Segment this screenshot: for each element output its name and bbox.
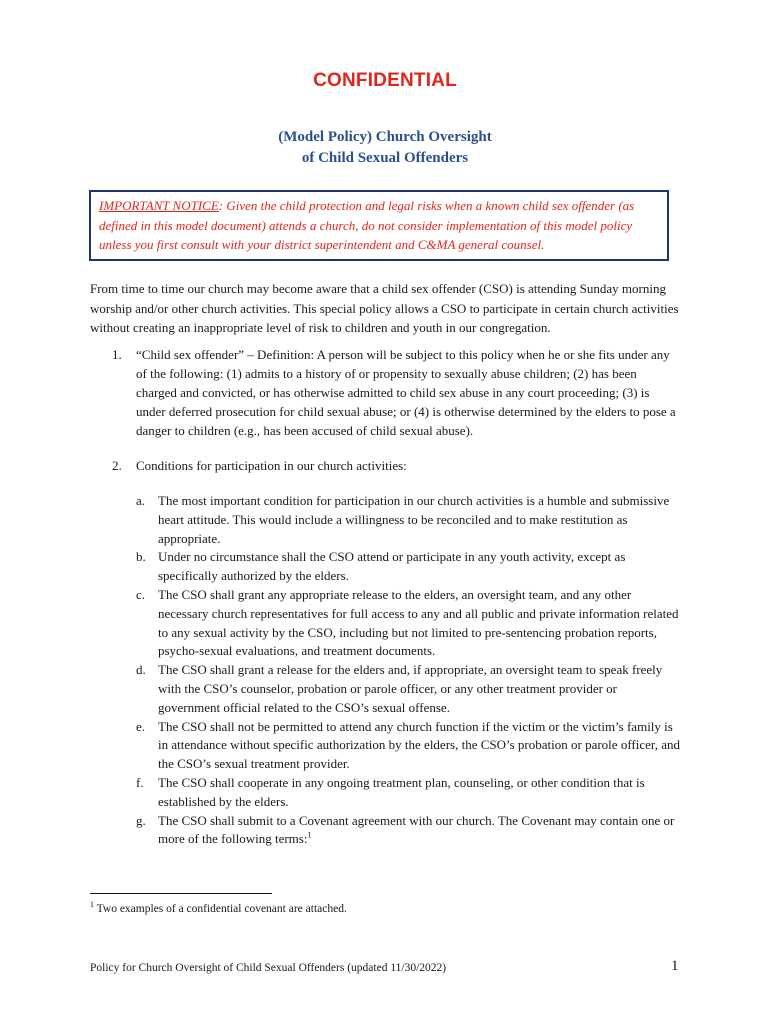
condition-text: The CSO shall cooperate in any ongoing treatment plan, counseling, or other condition that is established by the elders. xyxy=(158,774,645,809)
condition-letter: a. xyxy=(136,493,146,508)
condition-text: Under no circumstance shall the CSO attend or participate in any youth activity, except as specifically authorized by the elders. xyxy=(158,549,626,584)
condition-letter: e. xyxy=(136,718,146,734)
policy-item-2 xyxy=(90,456,680,849)
condition-f xyxy=(136,774,680,812)
footnote-mark: 1 xyxy=(90,900,94,910)
policy-list xyxy=(90,345,680,849)
confidential-heading: CONFIDENTIAL xyxy=(313,70,457,91)
condition-text: The CSO shall submit to a Covenant agreement with our church. The Covenant may contain one or more of the following terms: xyxy=(158,812,675,847)
notice-lead: IMPORTANT NOTICE xyxy=(99,198,219,213)
policy-item-text: “Child sex offender” – Definition: A person will be subject to this policy when he or she fits under any of the following: (1) admits to a history of or propensity to sexually abuse children; (2) has been charged and convicted, or has otherwise admitted to child sex abuse in any court proceeding; (3) is under deferred prosecution for child sexual abuse; or (4) is otherwise determined by the elders to pose a danger to children (e.g., has been accused of child sexual abuse). xyxy=(136,347,676,438)
condition-letter: g. xyxy=(136,812,146,828)
policy-item-1 xyxy=(90,345,680,440)
condition-e xyxy=(136,718,680,774)
condition-letter: d. xyxy=(136,662,146,678)
condition-text: The CSO shall not be permitted to attend any church function if the victim or the victim’s family is in attendance without specific authorization by the elders, the CSO’s probation or parole officer, and the CSO’s sexual treatment provider. xyxy=(158,718,680,772)
footnote xyxy=(90,901,680,917)
important-notice-box xyxy=(89,190,669,261)
conditions-list xyxy=(136,492,680,849)
title-line-1: (Model Policy) Church Oversight xyxy=(278,129,492,145)
page-footer: Policy for Church Oversight of Child Sexual Offenders (updated 11/30/2022) xyxy=(90,962,447,974)
condition-c xyxy=(136,586,680,661)
intro-paragraph: From time to time our church may become aware that a child sex offender (CSO) is attending Sunday morning worship and/or other church activities. This special policy allows a CSO to participate in certain church activities without creating an inappropriate level of risk to children and youth in our congregation. xyxy=(90,281,679,335)
condition-g xyxy=(136,812,680,850)
condition-letter: b. xyxy=(136,549,146,565)
footnote-divider xyxy=(90,893,272,894)
footnote-text: Two examples of a confidential covenant are attached. xyxy=(94,903,347,915)
condition-d xyxy=(136,661,680,717)
page-number: 1 xyxy=(671,958,679,974)
footnote-reference[interactable]: 1 xyxy=(307,831,312,841)
notice-text: : Given the child protection and legal risks when a known child sex offender (as defined in this model document) attends a church, do not consider implementation of this model policy unless you first consult with your district superintendent and C&MA general counsel. xyxy=(99,198,635,252)
condition-b xyxy=(136,548,680,586)
document-title xyxy=(0,127,770,169)
policy-item-number: 1. xyxy=(112,347,122,362)
condition-text: The CSO shall grant a release for the elders and, if appropriate, an oversight team to speak freely with the CSO’s counselor, probation or parole officer, or any other treatment provider or government official related to the CSO’s sexual offense. xyxy=(158,662,663,715)
policy-item-number: 2. xyxy=(112,458,122,473)
condition-a xyxy=(136,492,680,548)
condition-text: The most important condition for participation in our church activities is a humble and submissive heart attitude. This would include a willingness to be reconciled and to make restitution as appropriate. xyxy=(158,493,670,546)
title-line-2: of Child Sexual Offenders xyxy=(301,150,469,166)
policy-item-text: Conditions for participation in our church activities: xyxy=(136,458,407,473)
condition-letter: c. xyxy=(136,586,146,602)
condition-text: The CSO shall grant any appropriate release to the elders, an oversight team, and any other necessary church representatives for full access to any and all public and private information related to any sexual activity by the CSO, including but not limited to pre-sentencing probation reports, psycho-sexual evaluations, and treatment documents. xyxy=(158,586,679,659)
condition-letter: f. xyxy=(136,774,144,790)
